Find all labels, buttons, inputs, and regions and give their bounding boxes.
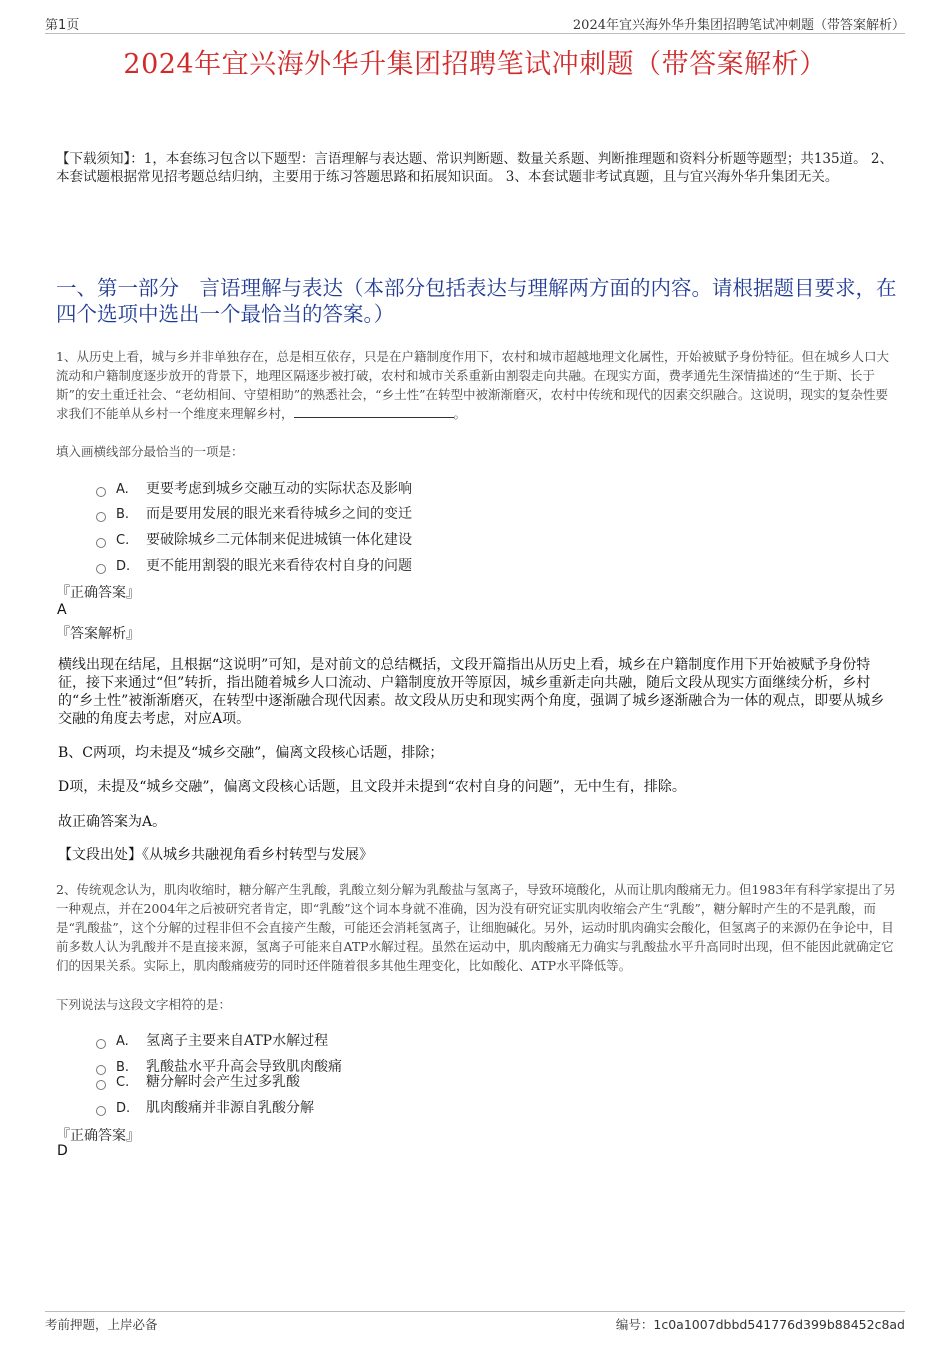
- q1-analysis-label: 『答案解析』: [56, 626, 140, 642]
- q1-answer-label: 『正确答案』: [56, 585, 140, 601]
- option-text: 要破除城乡二元体制来促进城镇一体化建设: [146, 532, 412, 548]
- q1-analysis-conclusion: 故正确答案为A。: [58, 814, 167, 830]
- radio-icon[interactable]: [96, 1080, 106, 1090]
- option-text: 而是要用发展的眼光来看待城乡之间的变迁: [146, 506, 412, 522]
- option-letter: B.: [116, 1060, 130, 1075]
- q2-answer: D: [57, 1143, 68, 1159]
- q2-option-a[interactable]: [96, 1030, 328, 1050]
- option-letter: C.: [116, 1075, 130, 1090]
- fill-blank: [294, 405, 454, 418]
- question-2-text: 2、传统观念认为，肌肉收缩时，糖分解产生乳酸，乳酸立刻分解为乳酸盐与氢离子，导致环境酸化，从而让肌肉酸痛无力。但1983年有科学家提出了另一种观点，并在2004年之后被研究者肯定，即“乳酸”这个词本身就不准确，因为没有研究证实肌肉收缩会产生“乳酸”，糖分解时产生的不是乳酸，而是“乳酸盐”，这个分解的过程非但不会直接产生酸，可能还会消耗氢离子，让细胞碱化。另外，运动时肌肉确实会酸化，但氢离子的来源仍在争论中，目前多数人认为乳酸并不是直接来源，氢离子可能来自ATP水解过程。虽然在运动中，肌肉酸痛无力确实与乳酸盐水平升高同时出现，但不能因此就确定它们的因果关系。实际上，肌肉酸痛疲劳的同时还伴随着很多其他生理变化，比如酸化、ATP水平降低等。: [56, 882, 896, 973]
- header-divider: [45, 33, 905, 34]
- question-2-prompt: 下列说法与这段文字相符的是：: [56, 997, 232, 1012]
- q1-analysis-main: 横线出现在结尾，且根据“这说明”可知，是对前文的总结概括，文段开篇指出从历史上看，城乡在户籍制度作用下开始被赋予身份特征，接下来通过“但”转折，指出随着城乡人口流动、户籍制度放开等原因，城乡重新走向共融，随后文段从现实方面继续分析，乡村的“乡土性”被渐渐磨灭，在转型中逐渐融合现代因素。故文段从历史和现实两个角度，强调了城乡逐渐融合为一体的观点，即要从城乡交融的角度去考虑，对应A项。: [58, 657, 885, 727]
- q1-option-a[interactable]: [96, 478, 412, 498]
- footer-slogan: 考前押题，上岸必备: [45, 1317, 158, 1332]
- radio-icon[interactable]: [96, 1106, 106, 1116]
- footer-divider: [45, 1311, 905, 1312]
- page-title: 2024年宜兴海外华升集团招聘笔试冲刺题（带答案解析）: [123, 49, 827, 80]
- q1-option-d[interactable]: [96, 555, 412, 575]
- question-1-text: [56, 347, 898, 423]
- q1-source: 【文段出处】《从城乡共融视角看乡村转型与发展》: [58, 847, 373, 863]
- option-text: 更要考虑到城乡交融互动的实际状态及影响: [146, 481, 412, 497]
- question-1-prompt: 填入画横线部分最恰当的一项是：: [56, 444, 244, 459]
- q1-option-b[interactable]: [96, 503, 412, 523]
- q2-option-d[interactable]: [96, 1097, 314, 1117]
- q1-answer: A: [57, 602, 67, 618]
- option-text: 更不能用割裂的眼光来看待农村自身的问题: [146, 558, 412, 574]
- q1-analysis-bc: B、C两项，均未提及“城乡交融”，偏离文段核心话题，排除；: [58, 745, 444, 761]
- question-1-body: 1、从历史上看，城与乡并非单独存在，总是相互依存，只是在户籍制度作用下，农村和城市超越地理文化属性，开始被赋予身份特征。但在城乡人口大流动和户籍制度逐步放开的背景下，地理区隔逐步被打破，农村和城市关系重新由割裂走向共融。在现实方面，费孝通先生深情描述的“生于斯、长于斯”的安土重迁社会、“老幼相间、守望相助”的熟悉社会，“乡土性”在转型中被渐渐磨灭，农村中传统和现代的因素交织融合。这说明，现实的复杂性要求我们不能单从乡村一个维度来理解乡村，: [56, 349, 889, 421]
- q1-option-c[interactable]: [96, 529, 412, 549]
- doc-id: 1c0a1007dbbd541776d399b88452c8ad: [653, 1317, 905, 1332]
- option-letter: B.: [116, 507, 130, 522]
- radio-icon[interactable]: [96, 1039, 106, 1049]
- radio-icon[interactable]: [96, 512, 106, 522]
- option-text: 氢离子主要来自ATP水解过程: [146, 1033, 329, 1049]
- option-text: 乳酸盐水平升高会导致肌肉酸痛: [146, 1059, 342, 1075]
- option-letter: A.: [116, 482, 129, 497]
- question-1-end: 。: [453, 406, 467, 421]
- option-letter: A.: [116, 1034, 129, 1049]
- option-letter: C.: [116, 533, 130, 548]
- q2-answer-label: 『正确答案』: [56, 1128, 140, 1144]
- q2-option-c[interactable]: [96, 1071, 300, 1091]
- page-number: 第1页: [45, 18, 80, 33]
- option-letter: D.: [116, 559, 131, 574]
- radio-icon[interactable]: [96, 487, 106, 497]
- footer-doc-id: [616, 1315, 905, 1333]
- option-text: 肌肉酸痛并非源自乳酸分解: [146, 1100, 314, 1116]
- header-doc-title: 2024年宜兴海外华升集团招聘笔试冲刺题（带答案解析）: [572, 18, 905, 33]
- option-text: 糖分解时会产生过多乳酸: [146, 1074, 300, 1090]
- q1-analysis-d: D项，未提及“城乡交融”，偏离文段核心话题，且文段并未提到“农村自身的问题”，无中生有，排除。: [58, 779, 686, 795]
- radio-icon[interactable]: [96, 564, 106, 574]
- radio-icon[interactable]: [96, 538, 106, 548]
- doc-id-label: 编号：: [615, 1317, 654, 1332]
- section-heading: 一、第一部分 言语理解与表达（本部分包括表达与理解两方面的内容。请根据题目要求，在四个选项中选出一个最恰当的答案。）: [56, 276, 897, 326]
- option-letter: D.: [116, 1101, 131, 1116]
- download-notice: 【下载须知】：1，本套练习包含以下题型：言语理解与表达题、常识判断题、数量关系题、判断推理题和资料分析题等题型；共135道。 2、本套试题根据常见招考题总结归纳，主要用于练习答题思路和拓展知识面。 3、本套试题非考试真题，且与宜兴海外华升集团无关。: [56, 151, 893, 185]
